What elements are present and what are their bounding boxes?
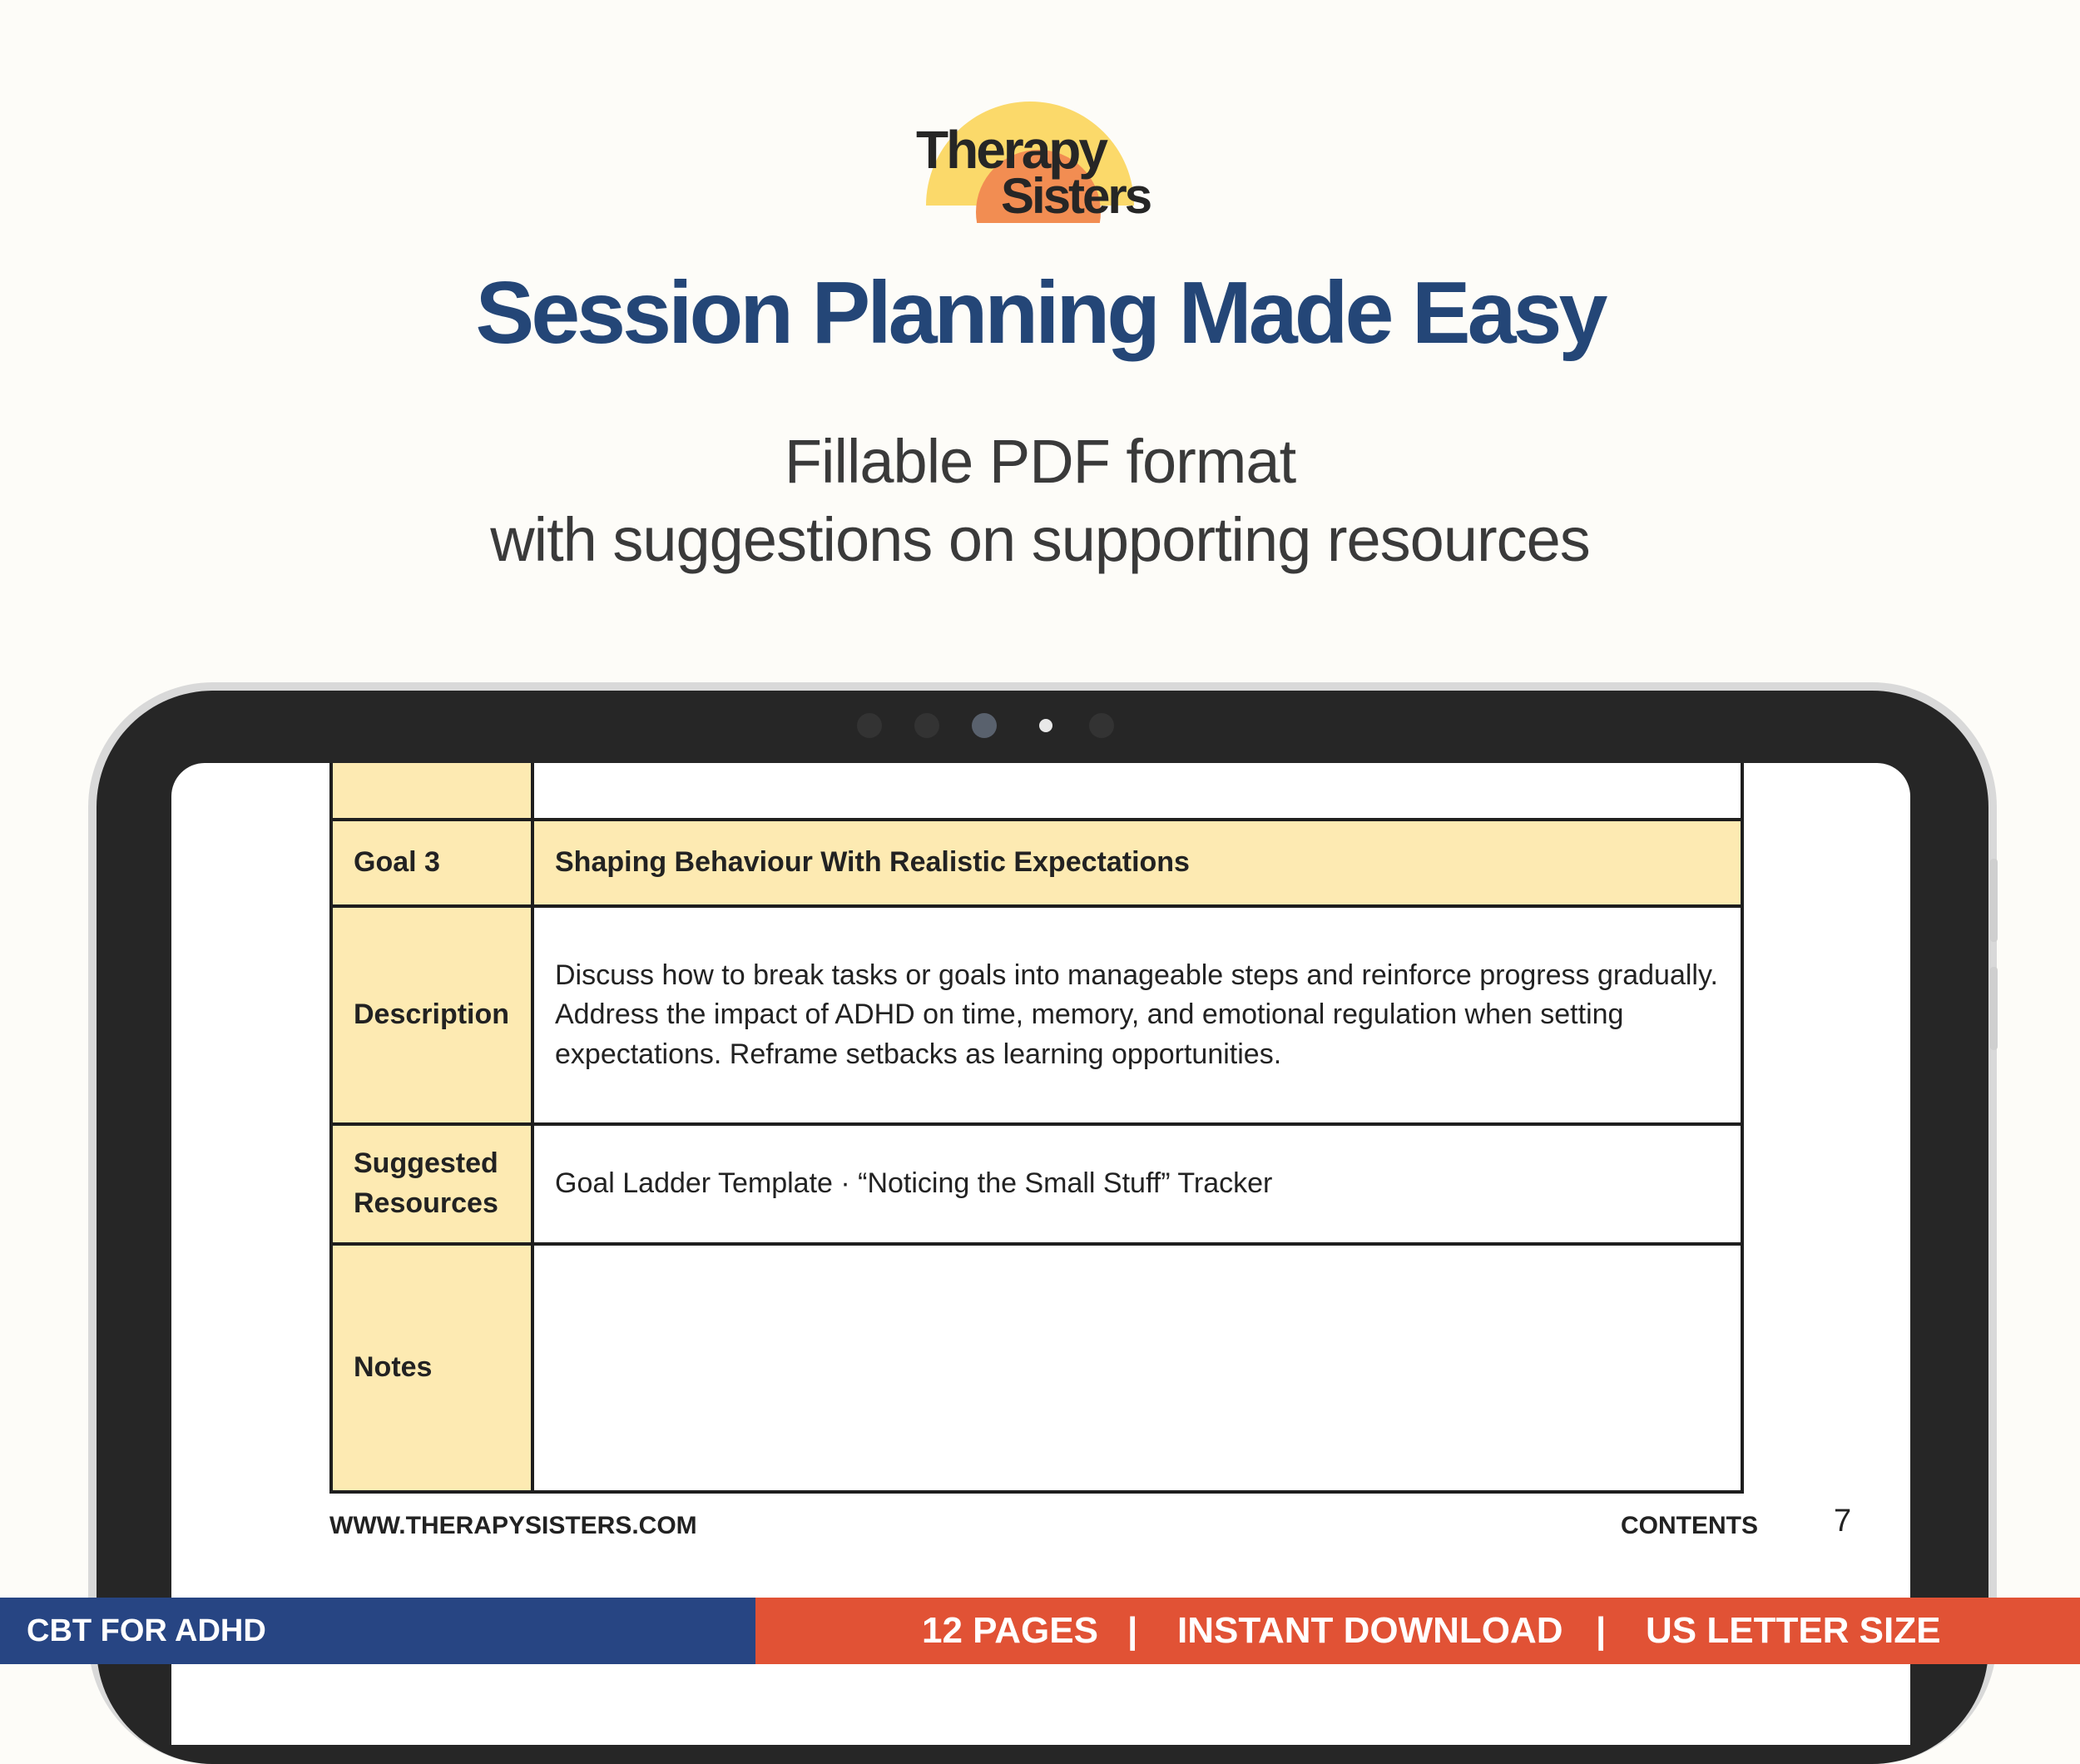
resources-label xyxy=(331,1124,532,1244)
description-label: Description xyxy=(331,906,532,1124)
resources-label-line2: Resources xyxy=(354,1187,498,1219)
subheadline-line2: with suggestions on supporting resources xyxy=(490,505,1590,574)
previous-row-label-cell xyxy=(331,763,532,820)
notes-label: Notes xyxy=(331,1244,532,1492)
camera-lens-icon xyxy=(972,713,997,738)
goal-label: Goal 3 xyxy=(331,820,532,906)
resources-field[interactable]: Goal Ladder Template · “Noticing the Small Stuff” Tracker xyxy=(532,1124,1742,1244)
form-row-goal xyxy=(331,820,1742,906)
previous-row-value-cell[interactable] xyxy=(532,763,1742,820)
form-row-description xyxy=(331,906,1742,1124)
form-row-notes xyxy=(331,1244,1742,1492)
banner-separator: | xyxy=(1596,1610,1607,1651)
banner-paper-size: US LETTER SIZE xyxy=(1646,1610,1941,1651)
form-row-previous xyxy=(331,763,1742,820)
goal-field[interactable]: Shaping Behaviour With Realistic Expectations xyxy=(532,820,1742,906)
logo-text-line1: Therapy xyxy=(916,120,1106,180)
banner-product-name: CBT FOR ADHD xyxy=(0,1598,755,1664)
banner-separator: | xyxy=(1127,1610,1138,1651)
footer-contents-link[interactable]: CONTENTS xyxy=(1621,1512,1758,1539)
banner-page-count: 12 PAGES xyxy=(922,1610,1098,1651)
headline: Session Planning Made Easy xyxy=(475,264,1605,362)
banner-features xyxy=(755,1598,2080,1664)
description-field[interactable]: Discuss how to break tasks or goals into manageable steps and reinforce progress gradually. Address the impact of ADHD on time, memory, and emotional regulation when setting expectations. Reframe setbacks as learning opportunities. xyxy=(532,906,1742,1124)
logo-text-line2: Sisters xyxy=(1001,168,1151,224)
camera-sensor-dot xyxy=(914,713,939,738)
form-row-resources xyxy=(331,1124,1742,1244)
session-plan-form xyxy=(329,763,1744,1494)
camera-sensor-dot xyxy=(857,713,882,738)
subheadline-line1: Fillable PDF format xyxy=(784,427,1296,496)
tablet-side-button xyxy=(1990,859,1998,942)
notes-field[interactable] xyxy=(532,1244,1742,1492)
banner-instant-download: INSTANT DOWNLOAD xyxy=(1177,1610,1563,1651)
therapy-sisters-logo xyxy=(911,98,1161,223)
page-number: 7 xyxy=(1834,1504,1852,1539)
resources-label-line1: Suggested xyxy=(354,1147,498,1180)
camera-light-dot xyxy=(1039,719,1052,732)
tablet-side-button xyxy=(1990,967,1998,1050)
footer-website-url[interactable]: WWW.THERAPYSISTERS.COM xyxy=(329,1512,697,1539)
camera-sensor-dot xyxy=(1089,713,1114,738)
